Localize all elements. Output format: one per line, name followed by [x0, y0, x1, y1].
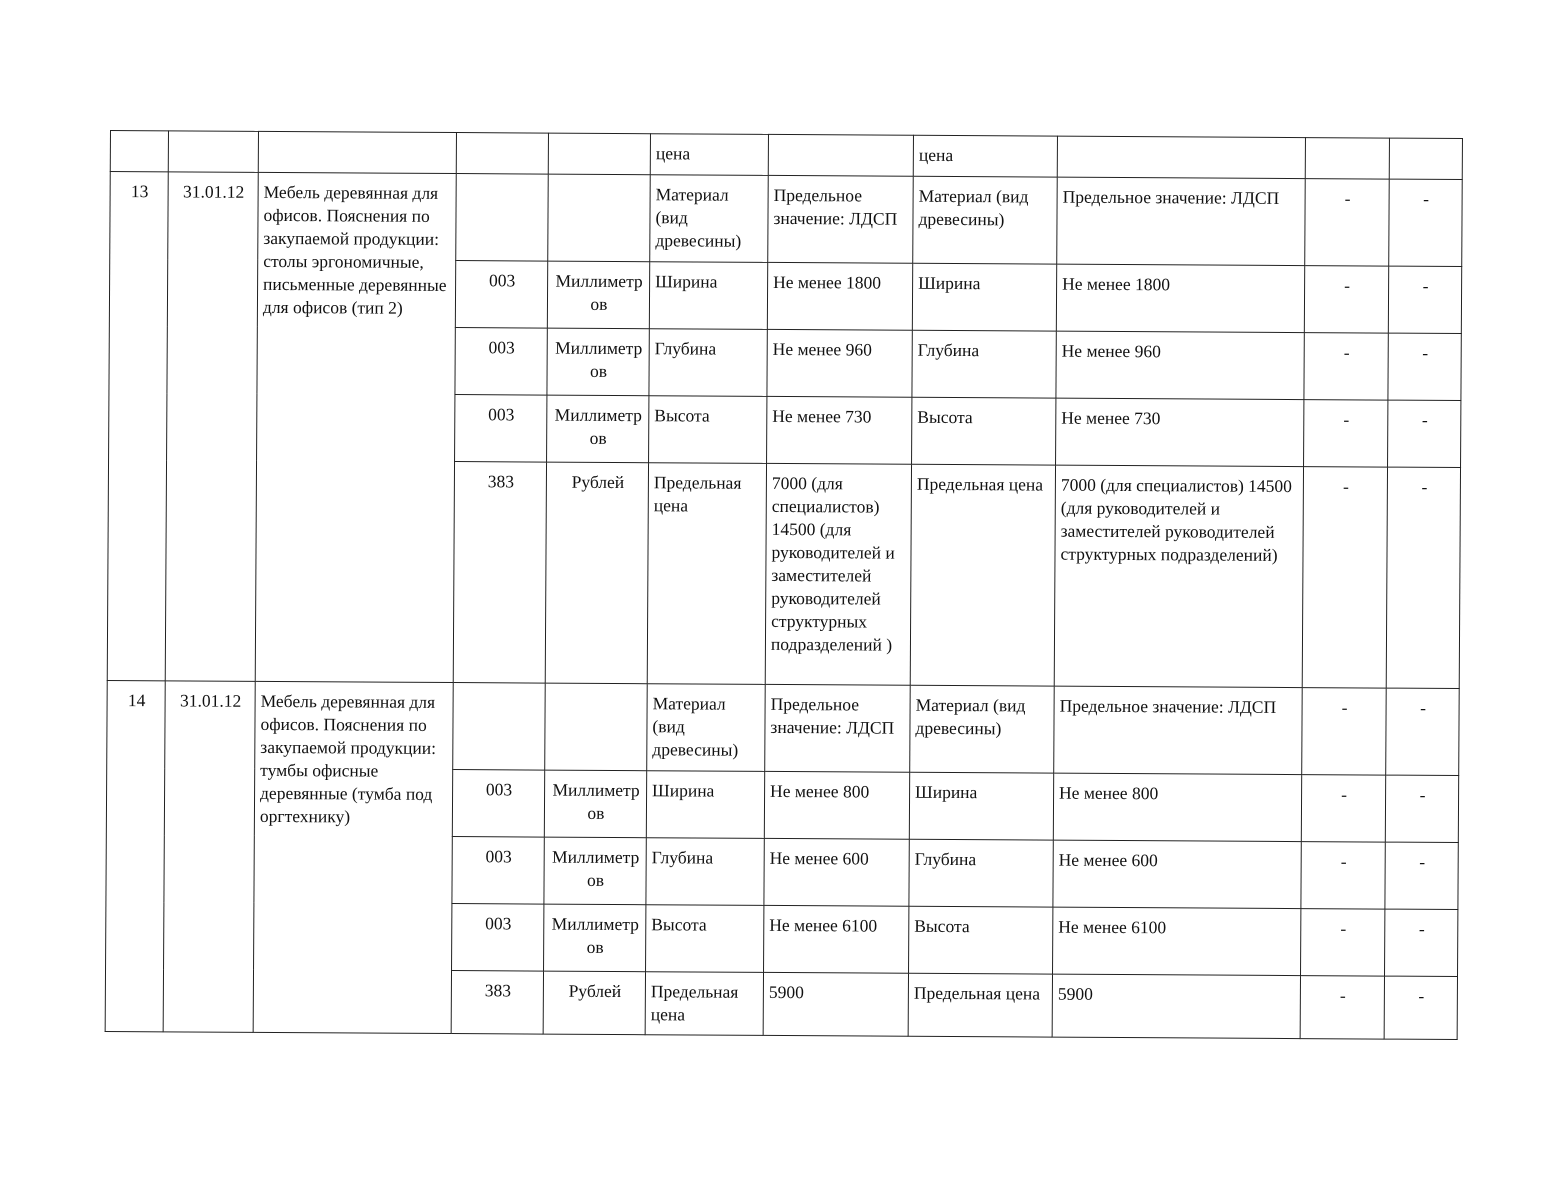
value-1: Предельное значение: ЛДСП: [765, 684, 911, 772]
characteristic-2: Высота: [909, 906, 1053, 974]
value-2: Не менее 6100: [1053, 907, 1301, 975]
dash-cell: -: [1300, 976, 1384, 1039]
value-1: Не менее 800: [764, 771, 909, 839]
characteristic-2: Глубина: [912, 330, 1056, 398]
dash-cell: -: [1385, 909, 1458, 976]
unit-name: Рублей: [545, 462, 648, 684]
characteristic-2: Ширина: [912, 263, 1056, 331]
value-2: Не менее 1800: [1056, 264, 1304, 332]
unit-name: Миллиметров: [547, 395, 649, 463]
okei-code: 003: [455, 395, 547, 463]
unit-name: Миллиметров: [544, 770, 646, 838]
value-2: Предельное значение: ЛДСП: [1057, 177, 1306, 265]
value-2: Не менее 800: [1053, 773, 1301, 841]
characteristic-1: Высота: [646, 905, 764, 973]
okpd-code: 31.01.12: [163, 681, 255, 1033]
unit-name: [545, 683, 648, 771]
value-1: Не менее 600: [764, 838, 909, 906]
value-1: Не менее 960: [767, 329, 912, 397]
dash-cell: -: [1385, 775, 1458, 842]
dash-cell: -: [1388, 400, 1461, 467]
value-1: 7000 (для специалистов) 14500 (для руководителей и заместителей руководителей структурных подразделений ): [765, 463, 911, 685]
value-1: 5900: [763, 972, 908, 1036]
specification-table: [105, 130, 1463, 1040]
value-1: Не менее 730: [767, 396, 912, 464]
cell-char2: цена: [913, 135, 1057, 177]
dash-cell: -: [1302, 688, 1387, 775]
value-2: 7000 (для специалистов) 14500 (для руководителей и заместителей руководителей структурных подразделений): [1054, 465, 1303, 687]
unit-name: Миллиметров: [547, 328, 649, 396]
okei-code: 003: [452, 770, 544, 838]
characteristic-1: Высота: [649, 396, 767, 464]
dash-cell: -: [1389, 179, 1463, 266]
dash-cell: -: [1384, 976, 1457, 1039]
value-1: Предельное значение: ЛДСП: [768, 175, 914, 263]
row-number: 14: [105, 680, 165, 1031]
value-2: 5900: [1052, 974, 1300, 1038]
product-name: Мебель деревянная для офисов. Пояснения по закупаемой продукции: столы эргономичные, письменные деревянные для офисов (тип 2): [255, 172, 456, 682]
dash-cell: -: [1388, 266, 1461, 333]
cell-empty: [548, 133, 650, 175]
dash-cell: -: [1304, 266, 1388, 333]
dash-cell: -: [1388, 333, 1461, 400]
characteristic-1: Материал (вид древесины): [650, 175, 769, 263]
value-2: Не менее 730: [1056, 398, 1304, 466]
value-1: Не менее 1800: [767, 262, 912, 330]
dash-cell: -: [1305, 179, 1390, 266]
value-2: Не менее 600: [1053, 840, 1301, 908]
cell-empty: [1389, 138, 1462, 179]
characteristic-1: Ширина: [646, 771, 764, 839]
dash-cell: -: [1301, 842, 1385, 909]
okei-code: 003: [455, 261, 547, 329]
okei-code: 003: [452, 837, 544, 905]
unit-name: [548, 174, 651, 262]
okei-code: [456, 174, 549, 262]
cell-empty: [1305, 138, 1389, 179]
cell-empty: [768, 134, 913, 176]
cell-char1: цена: [650, 134, 768, 176]
unit-name: Миллиметров: [547, 261, 649, 329]
dash-cell: -: [1386, 688, 1460, 775]
cell-empty: [110, 131, 168, 172]
cell-empty: [168, 131, 258, 173]
characteristic-1: Глубина: [649, 329, 767, 397]
unit-name: Миллиметров: [544, 904, 646, 972]
characteristic-1: Материал (вид древесины): [647, 684, 766, 772]
characteristic-1: Предельная цена: [647, 463, 766, 685]
cell-empty: [456, 133, 548, 175]
table-row: [107, 680, 1459, 775]
characteristic-1: Предельная цена: [645, 972, 763, 1036]
cell-empty: [1057, 136, 1305, 178]
unit-name: Рублей: [543, 971, 645, 1035]
value-2: Не менее 960: [1056, 331, 1304, 399]
characteristic-2: Предельная цена: [910, 464, 1055, 686]
okei-code: 383: [451, 971, 543, 1035]
table-row: [110, 172, 1462, 267]
dash-cell: -: [1301, 775, 1385, 842]
characteristic-2: Высота: [912, 397, 1056, 465]
okpd-code: 31.01.12: [165, 172, 258, 682]
dash-cell: -: [1304, 333, 1388, 400]
row-number: 13: [107, 172, 168, 681]
characteristic-1: Ширина: [649, 262, 767, 330]
okei-code: 383: [453, 462, 546, 684]
characteristic-1: Глубина: [646, 838, 764, 906]
okei-code: 003: [455, 328, 547, 396]
characteristic-2: Материал (вид древесины): [910, 685, 1055, 773]
dash-cell: -: [1301, 909, 1385, 976]
unit-name: Миллиметров: [544, 837, 646, 905]
okei-code: [453, 683, 546, 771]
dash-cell: -: [1304, 400, 1388, 467]
okei-code: 003: [452, 904, 544, 972]
characteristic-2: Предельная цена: [908, 973, 1052, 1037]
dash-cell: -: [1302, 467, 1387, 688]
value-2: Предельное значение: ЛДСП: [1054, 686, 1303, 774]
product-name: Мебель деревянная для офисов. Пояснения по закупаемой продукции: тумбы офисные деревянные (тумба под оргтехнику): [253, 681, 453, 1033]
characteristic-2: Глубина: [909, 839, 1053, 907]
value-1: Не менее 6100: [764, 905, 909, 973]
dash-cell: -: [1386, 467, 1460, 688]
cell-empty: [258, 131, 456, 173]
characteristic-2: Ширина: [909, 772, 1053, 840]
characteristic-2: Материал (вид древесины): [913, 176, 1058, 264]
dash-cell: -: [1385, 842, 1458, 909]
